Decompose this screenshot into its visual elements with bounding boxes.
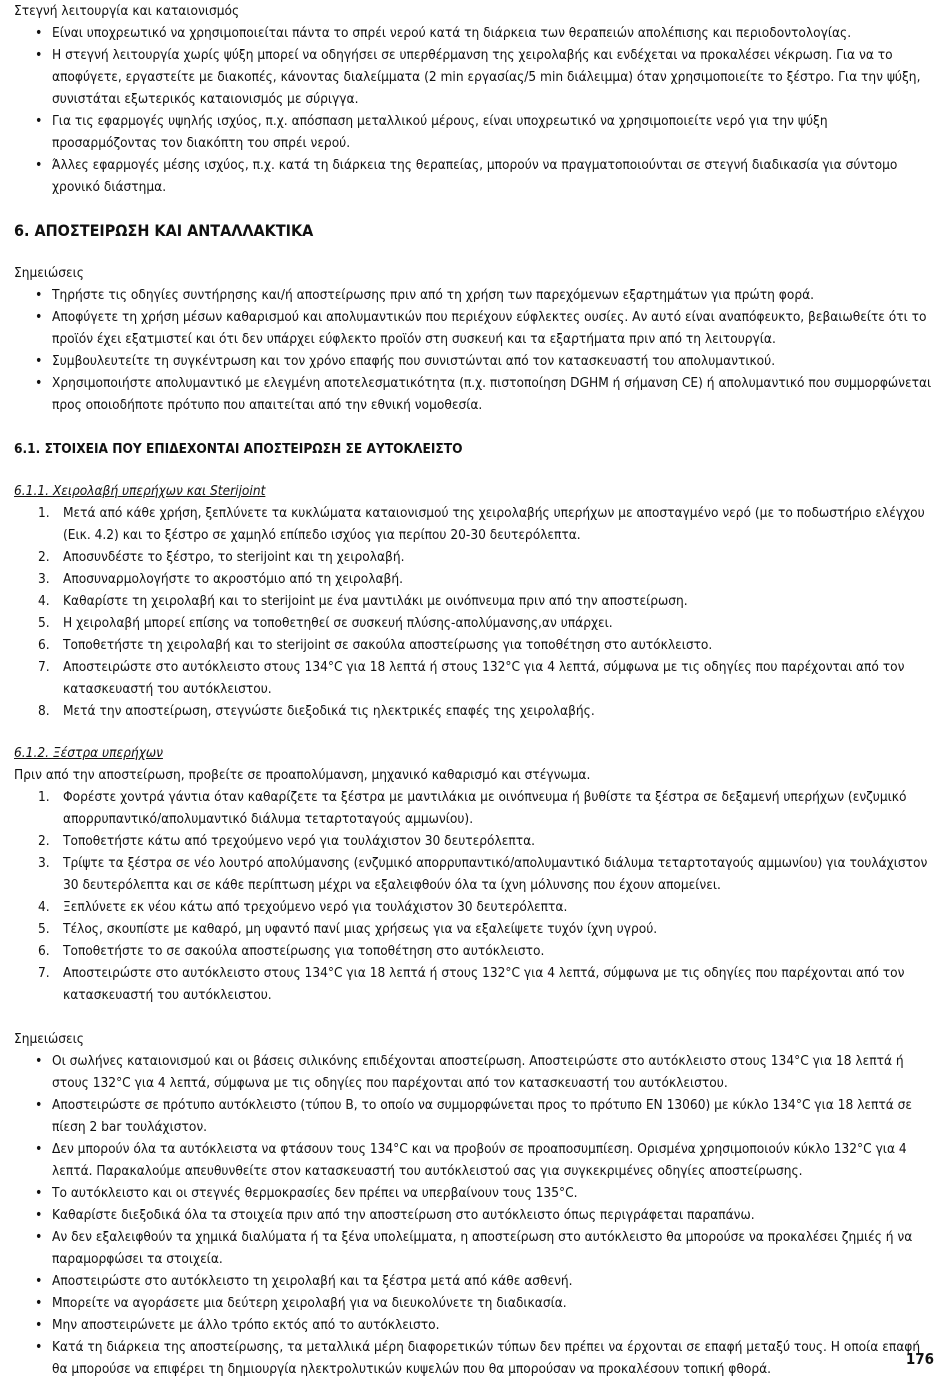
step-number: 4. [38, 593, 50, 609]
scalers-intro: Πριν από την αποστείρωση, προβείτε σε προαπολύμανση, μηχανικό καθαρισμό και στέγνωμα. [14, 767, 591, 783]
step-number: 1. [38, 505, 50, 521]
section-6-1-1-title: 6.1.1. Χειρολαβή υπερήχων και Sterijoint [14, 483, 266, 499]
notes-list [14, 1050, 936, 1380]
step-number: 5. [38, 615, 50, 631]
list-item: • Αν δεν εξαλειφθούν τα χημικά διαλύματα ή τα ξένα υπολείμματα, η αποστείρωση στο αυτόκλειστο θα μπορούσε να προκαλέσει ζημιές ή να παραμορφώσει τα στοιχεία. [52, 1226, 936, 1270]
step-text: Αποσυνδέστε το ξέστρο, το sterijoint και τη χειρολαβή. [63, 549, 405, 565]
list-item [38, 590, 936, 612]
intro-bullet-list [14, 22, 936, 198]
list-item [38, 612, 936, 634]
list-item [38, 852, 936, 896]
list-item [38, 656, 936, 700]
step-number: 4. [38, 899, 50, 915]
list-item: • Συμβουλευτείτε τη συγκέντρωση και τον χρόνο επαφής που συνιστώνται από τον κατασκευαστή του απολυμαντικού. [52, 350, 936, 372]
handpiece-steps-list [14, 502, 936, 722]
step-text: Τοποθετήστε τη χειρολαβή και το sterijoint σε σακούλα αποστείρωσης για τοποθέτηση στο αυτόκλειστο. [63, 637, 713, 653]
list-item [38, 830, 936, 852]
step-number: 3. [38, 571, 50, 587]
list-item: • Αποστειρώστε σε πρότυπο αυτόκλειστο (τύπου B, το οποίο να συμμορφώνεται προς το πρότυπο EN 13060) με κύκλο 134°C για 18 λεπτά σε πίεση 2 bar τουλάχιστον. [52, 1094, 936, 1138]
step-number: 7. [38, 659, 50, 675]
step-text: Μετά την αποστείρωση, στεγνώστε διεξοδικά τις ηλεκτρικές επαφές της χειρολαβής. [63, 703, 595, 719]
step-number: 5. [38, 921, 50, 937]
list-item: • Τηρήστε τις οδηγίες συντήρησης και/ή αποστείρωσης πριν από τη χρήση των παρεχόμενων εξαρτημάτων για πρώτη φορά. [52, 284, 936, 306]
step-text: Αποστειρώστε στο αυτόκλειστο στους 134°C για 18 λεπτά ή στους 132°C για 4 λεπτά, σύμφωνα με τις οδηγίες που παρέχονται από τον κατασκευαστή του αυτόκλειστου. [63, 965, 905, 1003]
step-number: 6. [38, 637, 50, 653]
list-item [38, 918, 936, 940]
step-number: 2. [38, 833, 50, 849]
page-number: 176 [905, 1350, 934, 1368]
notes-label: Σημειώσεις [14, 265, 84, 281]
list-item [38, 568, 936, 590]
section-6-1-2-title: 6.1.2. Ξέστρα υπερήχων [14, 745, 163, 761]
step-text: Αποσυναρμολογήστε το ακροστόμιο από τη χειρολαβή. [63, 571, 403, 587]
step-text: Αποστειρώστε στο αυτόκλειστο στους 134°C για 18 λεπτά ή στους 132°C για 4 λεπτά, σύμφωνα με τις οδηγίες που παρέχονται από τον κατασκευαστή του αυτόκλειστου. [63, 659, 905, 697]
list-item: • Κατά τη διάρκεια της αποστείρωσης, τα μεταλλικά μέρη διαφορετικών τύπων δεν πρέπει να έρχονται σε επαφή μεταξύ τους. Η οποία επαφή θα μπορούσε να επιφέρει τη δημιουργία ηλεκτρολυτικών κυψελών που θα μπορούσαν να προκαλέσουν τοπική φθορά. [52, 1336, 936, 1380]
list-item: • Μην αποστειρώνετε με άλλο τρόπο εκτός από το αυτόκλειστο. [52, 1314, 936, 1336]
list-item: • Άλλες εφαρμογές μέσης ισχύος, π.χ. κατά τη διάρκεια της θεραπείας, μπορούν να πραγματοποιούνται σε στεγνή διαδικασία για σύντομο χρονικό διάστημα. [52, 154, 936, 198]
step-number: 1. [38, 789, 50, 805]
step-text: Η χειρολαβή μπορεί επίσης να τοποθετηθεί σε συσκευή πλύσης-απολύμανσης,αν υπάρχει. [63, 615, 613, 631]
step-text: Τοποθετήστε το σε σακούλα αποστείρωσης για τοποθέτηση στο αυτόκλειστο. [63, 943, 545, 959]
step-number: 2. [38, 549, 50, 565]
step-text: Τέλος, σκουπίστε με καθαρό, μη υφαντό πανί μιας χρήσεως για να εξαλείψετε τυχόν ίχνη υγρού. [63, 921, 658, 937]
list-item [38, 940, 936, 962]
step-text: Μετά από κάθε χρήση, ξεπλύνετε τα κυκλώματα καταιονισμού της χειρολαβής υπερήχων με αποσταγμένο νερό (με το ποδωστήριο ελέγχου (Εικ. 4.2) και το ξέστρο σε χαμηλό επίπεδο ισχύος για περίπου 20-30 δευτερόλεπτα. [63, 505, 925, 543]
step-number: 7. [38, 965, 50, 981]
list-item: • Η στεγνή λειτουργία χωρίς ψύξη μπορεί να οδηγήσει σε υπερθέρμανση της χειρολαβής και ενδέχεται να προκαλέσει νέκρωση. Για να το αποφύγετε, εργαστείτε με διακοπές, κάνοντας διαλείμματα (2 min εργασίας/5 min διάλειμμα) όταν χρησιμοποιείτε το ξέστρο. Για την ψύξη, συνιστάται εξωτερικός καταιονισμός με σύριγγα. [52, 44, 936, 110]
step-number: 8. [38, 703, 50, 719]
list-item [38, 634, 936, 656]
notes-label: Σημειώσεις [14, 1031, 84, 1047]
step-number: 3. [38, 855, 50, 871]
step-text: Τοποθετήστε κάτω από τρεχούμενο νερό για τουλάχιστον 30 δευτερόλεπτα. [63, 833, 536, 849]
list-item [38, 962, 936, 1006]
list-item [38, 700, 936, 722]
list-item: • Καθαρίστε διεξοδικά όλα τα στοιχεία πριν από την αποστείρωση στο αυτόκλειστο όπως περιγράφεται παραπάνω. [52, 1204, 936, 1226]
list-item: • Για τις εφαρμογές υψηλής ισχύος, π.χ. απόσπαση μεταλλικού μέρους, είναι υποχρεωτικό να χρησιμοποιείτε νερό για την ψύξη προσαρμόζοντας τον διακόπτη του σπρέι νερού. [52, 110, 936, 154]
list-item [38, 546, 936, 568]
section-6-1-title: 6.1. ΣΤΟΙΧΕΙΑ ΠΟΥ ΕΠΙΔΕΧΟΝΤΑΙ ΑΠΟΣΤΕΙΡΩΣΗ ΣΕ ΑΥΤΟΚΛΕΙΣΤΟ [14, 441, 463, 457]
list-item [38, 786, 936, 830]
list-item: • Δεν μπορούν όλα τα αυτόκλειστα να φτάσουν τους 134°C και να προβούν σε προαποσυμπίεση. Ορισμένα χρησιμοποιούν κύκλο 132°C για 4 λεπτά. Παρακαλούμε απευθυνθείτε στον κατασκευαστή του αυτόκλειστού σας για συγκεκριμένες οδηγίες αποστείρωσης. [52, 1138, 936, 1182]
list-item [38, 896, 936, 918]
scalers-steps-list [14, 786, 936, 1006]
list-item: • Το αυτόκλειστο και οι στεγνές θερμοκρασίες δεν πρέπει να υπερβαίνουν τους 135°C. [52, 1182, 936, 1204]
intro-heading: Στεγνή λειτουργία και καταιονισμός [14, 3, 240, 19]
list-item: • Οι σωλήνες καταιονισμού και οι βάσεις σιλικόνης επιδέχονται αποστείρωση. Αποστειρώστε στο αυτόκλειστο στους 134°C για 18 λεπτά ή στους 132°C για 4 λεπτά, σύμφωνα με τις οδηγίες που παρέχονται από τον κατασκευαστή του αυτόκλειστου. [52, 1050, 936, 1094]
document-page [14, 0, 936, 1380]
list-item: • Χρησιμοποιήστε απολυμαντικό με ελεγμένη αποτελεσματικότητα (π.χ. πιστοποίηση DGHM ή σήμανση CE) ή απολυμαντικό που συμμορφώνεται προς οποιοδήποτε πρότυπο που απαιτείται από την εθνική νομοθεσία. [52, 372, 936, 416]
step-text: Ξεπλύνετε εκ νέου κάτω από τρεχούμενο νερό για τουλάχιστον 30 δευτερόλεπτα. [63, 899, 568, 915]
step-text: Καθαρίστε τη χειρολαβή και το sterijoint με ένα μαντιλάκι με οινόπνευμα πριν από την αποστείρωση. [63, 593, 688, 609]
list-item: • Αποφύγετε τη χρήση μέσων καθαρισμού και απολυμαντικών που περιέχουν εύφλεκτες ουσίες. Αν αυτό είναι αναπόφευκτο, βεβαιωθείτε ότι το προϊόν έχει εξατμιστεί και ότι δεν υπάρχει εύφλεκτο προϊόν στη συσκευή και τα εξαρτήματα πριν από τη λειτουργία. [52, 306, 936, 350]
step-text: Φορέστε χοντρά γάντια όταν καθαρίζετε τα ξέστρα με μαντιλάκια με οινόπνευμα ή βυθίστε τα ξέστρα σε δεξαμενή υπερήχων (ενζυμικό απορρυπαντικό/απολυμαντικό διάλυμα τεταρτοταγούς αμμωνίου). [63, 789, 907, 827]
notes-list [14, 284, 936, 416]
list-item [38, 502, 936, 546]
step-number: 6. [38, 943, 50, 959]
list-item: • Είναι υποχρεωτικό να χρησιμοποιείται πάντα το σπρέι νερού κατά τη διάρκεια των θεραπειών απολέπισης και περιοδοντολογίας. [52, 22, 936, 44]
step-text: Τρίψτε τα ξέστρα σε νέο λουτρό απολύμανσης (ενζυμικό απορρυπαντικό/απολυμαντικό διάλυμα τεταρτοταγούς αμμωνίου) για τουλάχιστον 30 δευτερόλεπτα και σε κάθε περίπτωση μέχρι να εξαλειφθούν όλα τα ίχνη μόλυνσης που έχουν απομείνει. [63, 855, 928, 893]
list-item: • Αποστειρώστε στο αυτόκλειστο τη χειρολαβή και τα ξέστρα μετά από κάθε ασθενή. [52, 1270, 936, 1292]
section-6-title: 6. ΑΠΟΣΤΕΙΡΩΣΗ ΚΑΙ ΑΝΤΑΛΛΑΚΤΙΚΑ [14, 221, 314, 240]
list-item: • Μπορείτε να αγοράσετε μια δεύτερη χειρολαβή για να διευκολύνετε τη διαδικασία. [52, 1292, 936, 1314]
